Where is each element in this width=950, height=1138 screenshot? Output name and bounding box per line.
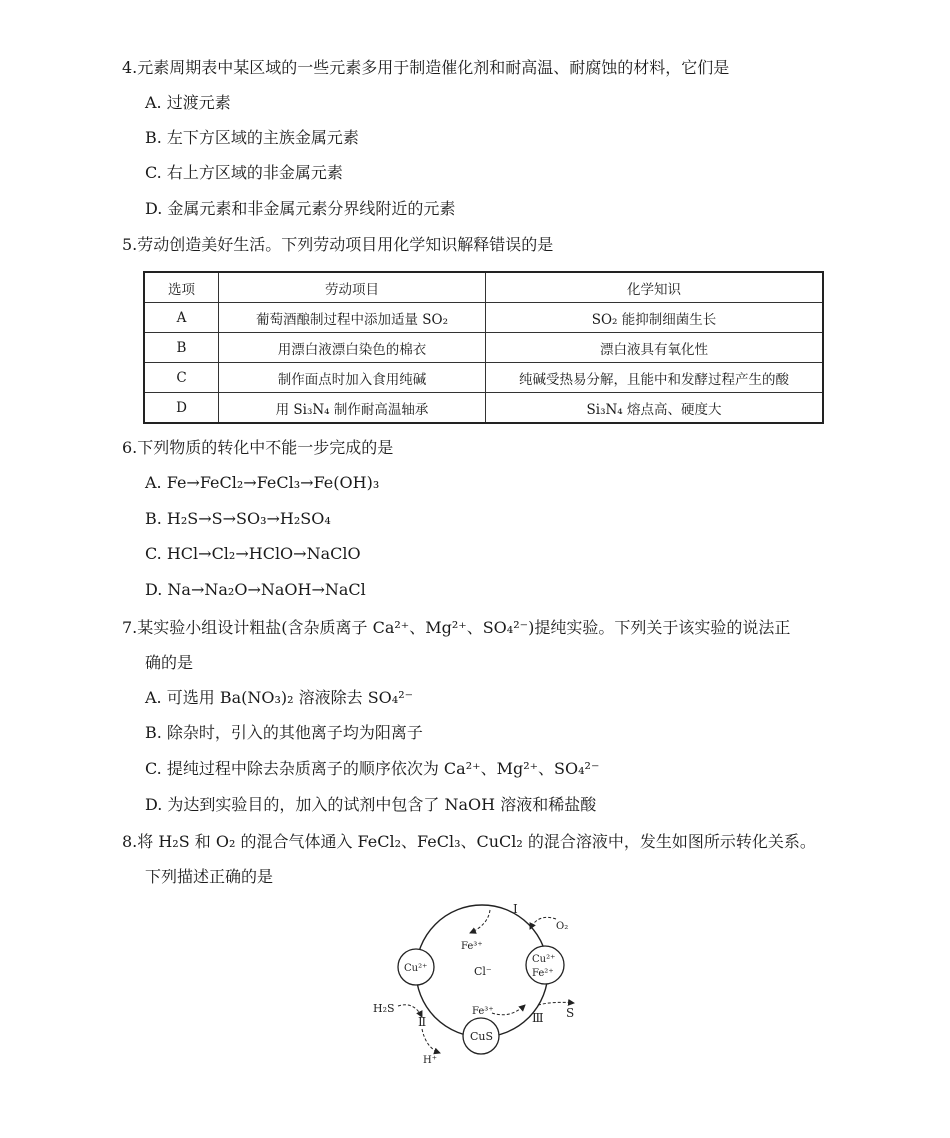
- question-7-stem: 7.某实验小组设计粗盐(含杂质离子 Ca²⁺、Mg²⁺、SO₄²⁻)提纯实验。下列关于该实验的说法正: [122, 618, 791, 637]
- table-cell: 纯碱受热易分解，且能中和发酵过程产生的酸: [486, 363, 824, 393]
- question-7-option-c: C. 提纯过程中除去杂质离子的顺序依次为 Ca²⁺、Mg²⁺、SO₄²⁻: [145, 759, 600, 778]
- arrow-fe3-in: [492, 1005, 525, 1015]
- question-4-option-d: D. 金属元素和非金属元素分界线附近的元素: [145, 199, 456, 218]
- label-h-plus: H⁺: [423, 1055, 437, 1066]
- table-row: [144, 303, 823, 333]
- table-cell: 漂白液具有氧化性: [486, 333, 824, 363]
- table-cell: 制作面点时加入食用纯碱: [219, 363, 486, 393]
- label-fe3-bottom: Fe³⁺: [472, 1006, 494, 1017]
- table-cell: B: [144, 333, 219, 363]
- table-cell: 葡萄酒酿制过程中添加适量 SO₂: [219, 303, 486, 333]
- question-4-option-b: B. 左下方区域的主族金属元素: [145, 128, 359, 147]
- label-step2: Ⅱ: [418, 1015, 427, 1029]
- label-cus: CuS: [470, 1030, 494, 1043]
- arrow-s-out: [538, 1002, 574, 1005]
- question-5-table: [143, 271, 824, 424]
- table-cell: 用 Si₃N₄ 制作耐高温轴承: [219, 393, 486, 424]
- question-7-stem-continued: 确的是: [145, 653, 194, 672]
- label-fe2-right: Fe²⁺: [532, 968, 554, 979]
- table-cell: Si₃N₄ 熔点高、硬度大: [486, 393, 824, 424]
- label-step1: Ⅰ: [513, 902, 518, 916]
- table-header-cell: 化学知识: [486, 272, 824, 303]
- label-h2s: H₂S: [373, 1002, 395, 1015]
- question-8-stem-continued: 下列描述正确的是: [145, 867, 274, 886]
- label-cu2-right: Cu²⁺: [532, 954, 556, 965]
- arrow-h-plus-out: [422, 1029, 440, 1053]
- table-header-row: [144, 272, 823, 303]
- arrow-step1-in: [470, 910, 490, 933]
- label-cu2-left: Cu²⁺: [404, 963, 428, 974]
- table-cell: 用漂白液漂白染色的棉衣: [219, 333, 486, 363]
- table-header-cell: 选项: [144, 272, 219, 303]
- question-4-stem: 4.元素周期表中某区域的一些元素多用于制造催化剂和耐高温、耐腐蚀的材料，它们是: [122, 58, 730, 77]
- question-6-stem: 6.下列物质的转化中不能一步完成的是: [122, 438, 394, 457]
- question-7-option-a: A. 可选用 Ba(NO₃)₂ 溶液除去 SO₄²⁻: [145, 688, 414, 707]
- table-cell: D: [144, 393, 219, 424]
- question-5-stem: 5.劳动创造美好生活。下列劳动项目用化学知识解释错误的是: [122, 235, 554, 254]
- table-header-cell: 劳动项目: [219, 272, 486, 303]
- question-6-option-a: A. Fe→FeCl₂→FeCl₃→Fe(OH)₃: [145, 473, 380, 492]
- table-cell: SO₂ 能抑制细菌生长: [486, 303, 824, 333]
- table-cell: A: [144, 303, 219, 333]
- question-7-option-d: D. 为达到实验目的，加入的试剂中包含了 NaOH 溶液和稀盐酸: [145, 795, 597, 814]
- question-4-option-a: A. 过渡元素: [145, 93, 231, 112]
- question-4-option-c: C. 右上方区域的非金属元素: [145, 163, 343, 182]
- question-6-option-c: C. HCl→Cl₂→HClO→NaClO: [145, 544, 361, 563]
- question-8-stem: 8.将 H₂S 和 O₂ 的混合气体通入 FeCl₂、FeCl₃、CuCl₂ 的混合溶液中，发生如图所示转化关系。: [122, 832, 816, 851]
- table-cell: C: [144, 363, 219, 393]
- label-step3: Ⅲ: [532, 1011, 544, 1025]
- label-cl: Cl⁻: [474, 965, 492, 978]
- table-row: [144, 333, 823, 363]
- table-row: [144, 363, 823, 393]
- question-6-option-b: B. H₂S→S→SO₃→H₂SO₄: [145, 509, 331, 528]
- table-row: [144, 393, 823, 424]
- question-6-option-d: D. Na→Na₂O→NaOH→NaCl: [145, 580, 366, 599]
- conversion-cycle-diagram: [360, 893, 600, 1073]
- label-fe3-top: Fe³⁺: [461, 941, 483, 952]
- arrow-o2-in: [530, 917, 556, 929]
- label-s: S: [566, 1006, 575, 1020]
- label-o2: O₂: [556, 921, 569, 932]
- question-7-option-b: B. 除杂时，引入的其他离子均为阳离子: [145, 723, 423, 742]
